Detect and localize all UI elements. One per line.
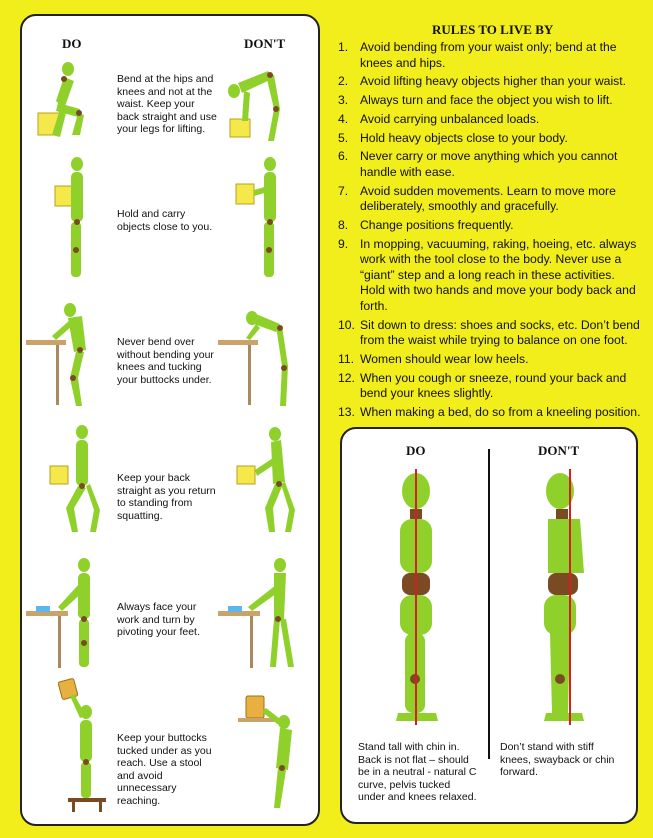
do-dont-panel [20, 14, 320, 826]
rule-text: Sit down to dress: shoes and socks, etc. Don’t bend from the waist while trying to balance on one foot. [360, 317, 640, 348]
rule-item [332, 371, 642, 402]
rule-item [332, 218, 642, 234]
rule-item [332, 352, 642, 368]
rule-text: Never carry or move anything which you cannot handle with ease. [360, 149, 618, 179]
posture-divider [488, 449, 490, 759]
rule-number: 1. [338, 40, 349, 54]
dont-figure-overreach [218, 678, 303, 813]
rule-item [332, 405, 642, 421]
tip-counter: Never bend over without bending your knees and tucking your buttocks under. [117, 336, 214, 386]
rule-number: 5. [338, 130, 349, 145]
tip-row-counter [22, 296, 318, 426]
rule-text: In mopping, vacuuming, raking, hoeing, etc. always work with the tool close to the body. Never use a “giant” step and a long reach in these activities. Hold with two hands and move your body back and forth. [360, 236, 637, 313]
posture-do-caption: Stand tall with chin in. Back is not flat – should be in a neutral - natural C curve, pelvis tucked under and knees relaxed. [358, 741, 477, 803]
tip-row-reaching [22, 678, 318, 808]
rule-item [332, 40, 642, 71]
posture-panel [340, 427, 638, 824]
tip-lifting: Bend at the hips and knees and not at the waist. Keep your back straight and use your legs for lifting. [117, 73, 217, 135]
rule-text: Women should wear low heels. [360, 351, 529, 366]
do-figure-carry-close [47, 156, 107, 281]
rule-text: Change positions frequently. [360, 218, 514, 233]
rule-number: 10. [338, 317, 355, 332]
dont-heading: DON'T [244, 36, 286, 51]
do-figure-counter-knees-bent [26, 296, 111, 411]
rule-item [332, 237, 642, 315]
rule-text: Avoid lifting heavy objects higher than your waist. [360, 74, 627, 89]
tip-standing: Keep your back straight as you return to standing from squatting. [117, 472, 216, 522]
rule-number: 13. [338, 405, 355, 420]
rule-text: Always turn and face the object you wish to lift. [360, 93, 613, 108]
rule-number: 9. [338, 236, 349, 251]
do-figure-rise-straight [42, 424, 112, 534]
rule-text: Avoid sudden movements. Learn to move more deliberately, smoothly and gracefully. [360, 183, 616, 214]
rule-number: 6. [338, 149, 349, 164]
do-figure-face-work [26, 551, 111, 671]
rule-item [332, 112, 642, 128]
do-heading: DO [62, 36, 82, 51]
rule-number: 11. [338, 351, 355, 366]
rule-number: 12. [338, 370, 355, 385]
tip-row-standing [22, 424, 318, 554]
rule-item [332, 318, 642, 349]
rule-number: 4. [338, 111, 349, 126]
posture-do-heading: DO [406, 443, 426, 458]
posture-dont-heading: DON'T [538, 443, 580, 458]
tip-reaching: Keep your buttocks tucked under as you reach. Use a stool and avoid unnecessary reaching. [117, 732, 212, 807]
rule-item [332, 74, 642, 90]
rule-item [332, 149, 642, 180]
rule-number: 8. [338, 218, 349, 233]
do-figure-good-posture [372, 469, 462, 729]
rule-text: Hold heavy objects close to your body. [360, 130, 568, 145]
posture-dont-caption: Don’t stand with stiff knees, swayback or chin forward. [500, 741, 615, 778]
dont-figure-twist [218, 551, 303, 671]
tip-carry: Hold and carry objects close to you. [117, 208, 213, 233]
rule-item [332, 131, 642, 147]
rule-text: When you cough or sneeze, round your back and bend your knees slightly. [360, 370, 627, 401]
dont-figure-counter-stiff [218, 296, 303, 411]
rule-number: 3. [338, 93, 349, 108]
tip-row-pivot [22, 551, 318, 681]
rules-title: RULES TO LIVE BY [432, 22, 554, 37]
rule-text: When making a bed, do so from a kneeling position. [360, 405, 641, 420]
dont-figure-bend-waist [222, 61, 302, 146]
rule-item [332, 93, 642, 109]
do-figure-reach-stool [32, 678, 117, 813]
dont-figure-rise-bent [227, 424, 297, 534]
rule-number: 7. [338, 183, 349, 198]
rule-text: Avoid bending from your waist only; bend at the knees and hips. [360, 40, 617, 70]
rule-number: 2. [338, 74, 349, 89]
do-figure-squat-lift [34, 61, 109, 146]
rule-text: Avoid carrying unbalanced loads. [360, 111, 540, 126]
rule-item [332, 184, 642, 215]
dont-figure-poor-posture [522, 469, 612, 729]
tip-pivot: Always face your work and turn by pivoting your feet. [117, 601, 200, 638]
rules-list [332, 40, 642, 424]
dont-figure-carry-far [232, 156, 292, 281]
tip-row-carry [22, 156, 318, 286]
